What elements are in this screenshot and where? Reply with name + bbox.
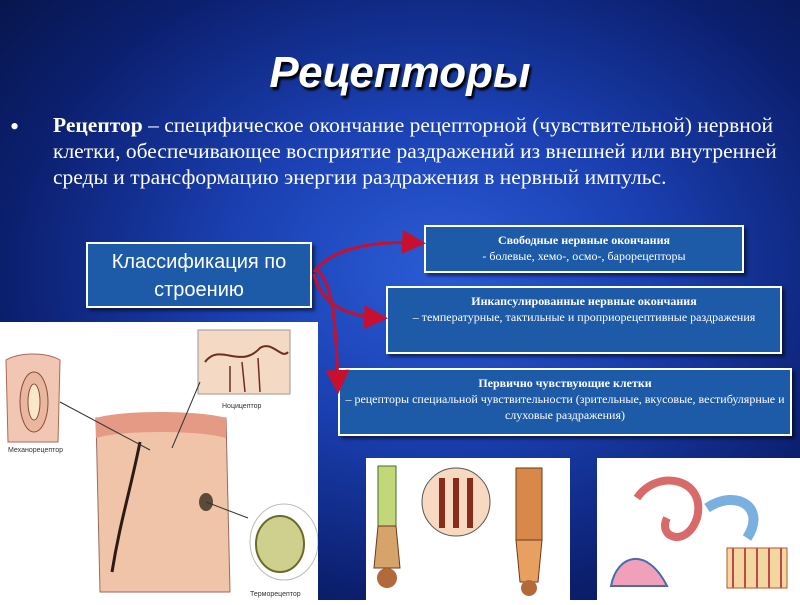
thermoreceptor-label: Терморецептор bbox=[250, 591, 301, 598]
photoreceptor-cells-illustration bbox=[366, 458, 570, 600]
primary-sensory-cells-text: – рецепторы специальной чувствительности (зрительные, вкусовые, вестибулярные и слуховые раздражения) bbox=[345, 392, 785, 422]
definition-body: – специфическое окончание рецепторной (чувствительной) нервной клетки, обеспечивающее восприятие раздражений из внешней или внутренней среды и трансформацию энергии раздражения в нервный импульс. bbox=[53, 113, 777, 189]
free-nerve-endings-text: - болевые, хемо-, осмо-, барорецепторы bbox=[482, 249, 686, 263]
free-nerve-endings-heading: Свободные нервные окончания bbox=[497, 233, 670, 247]
encapsulated-endings-text: – температурные, тактильные и проприорецептивные раздражения bbox=[412, 310, 756, 324]
slide-title: Рецепторы bbox=[269, 48, 531, 97]
skin-receptors-illustration bbox=[0, 322, 318, 600]
inner-ear-illustration bbox=[597, 458, 800, 600]
cochlea-drawing bbox=[597, 458, 800, 600]
rod-cone-drawing bbox=[366, 458, 570, 600]
classification-box: Классификация по строению bbox=[86, 242, 312, 308]
skin-section-drawing bbox=[0, 322, 318, 600]
arrow-to-free-endings bbox=[314, 242, 420, 272]
nociceptor-label: Ноцицептор bbox=[222, 403, 262, 410]
primary-sensory-cells-heading: Первично чувствующие клетки bbox=[478, 376, 652, 390]
encapsulated-endings-heading: Инкапсулированные нервные окончания bbox=[471, 294, 697, 308]
mechanoreceptor-label: Механорецептор bbox=[8, 447, 64, 454]
definition-term: Рецептор bbox=[53, 113, 143, 137]
bullet-icon: • bbox=[10, 112, 20, 141]
